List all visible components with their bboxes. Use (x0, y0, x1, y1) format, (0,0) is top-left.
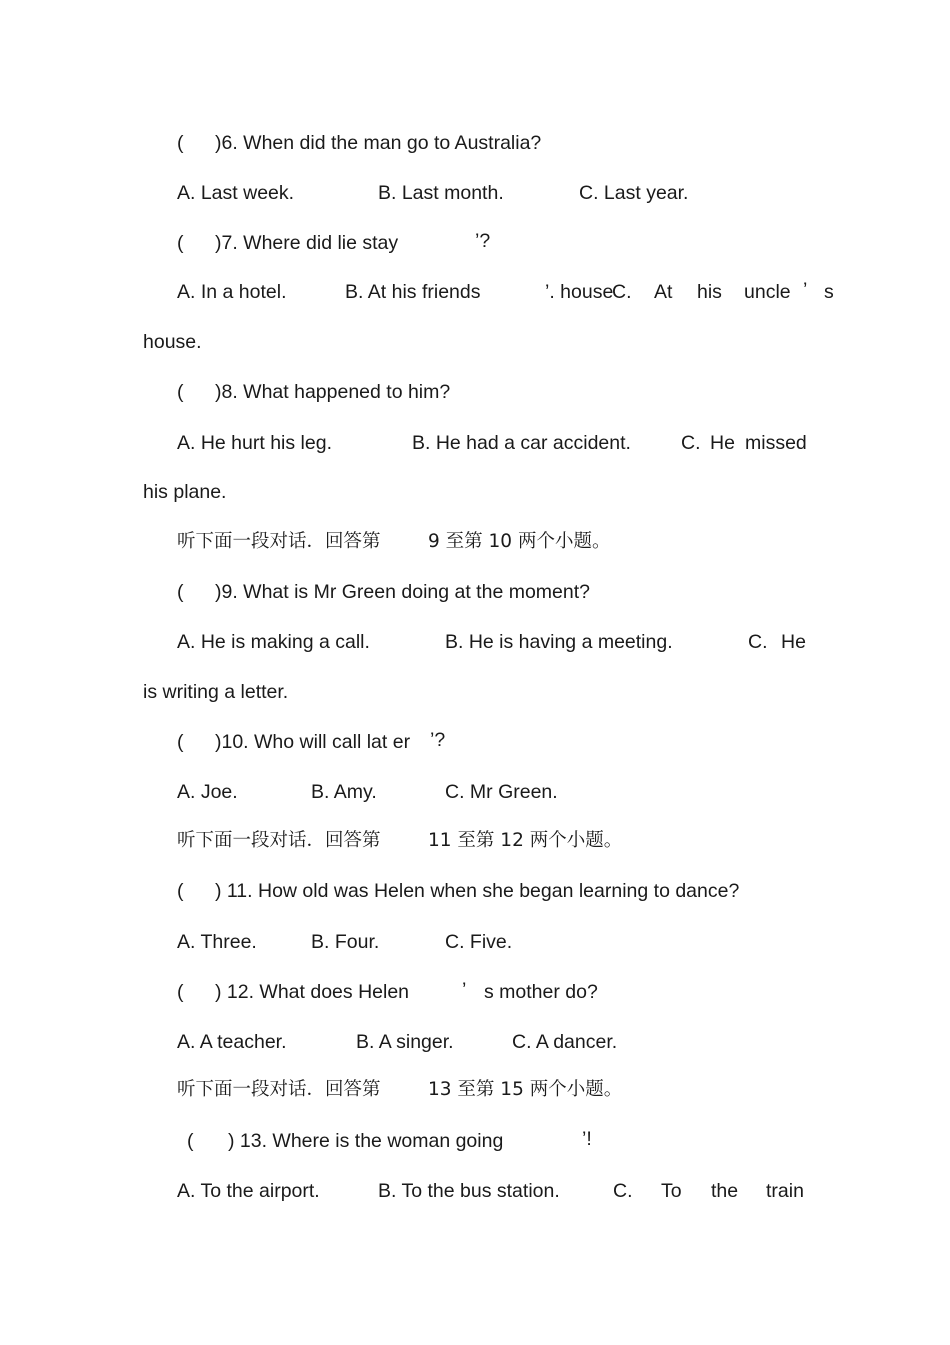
q6-question: )6. When did the man go to Australia? (215, 132, 542, 154)
q12-option-b: B. A singer. (356, 1031, 454, 1053)
q9-option-c-word1: He (781, 631, 806, 653)
q13-question: ) 13. Where is the woman going (228, 1130, 504, 1152)
q7-option-c-word4: s (824, 281, 834, 303)
q12-paren: ( (177, 981, 184, 1003)
q7-punct: ’? (475, 230, 491, 252)
q13-option-a: A. To the airport. (177, 1180, 320, 1202)
q7-option-a: A. In a hotel. (177, 281, 287, 303)
q7-option-b-tail: ’. house (545, 281, 614, 303)
q6-option-c: C. Last year. (579, 182, 689, 204)
q7-option-c-word3: uncle (744, 281, 791, 303)
q10-option-a: A. Joe. (177, 781, 238, 803)
q6-option-b: B. Last month. (378, 182, 504, 204)
q7-option-c-word2: his (697, 281, 722, 303)
q10-option-c: C. Mr Green. (445, 781, 558, 803)
q13-punct: ’! (582, 1128, 592, 1150)
q9-option-b: B. He is having a meeting. (445, 631, 673, 653)
section-instruction-11-12: 听下面一段对话．回答第 (177, 830, 381, 851)
q9-paren: ( (177, 581, 184, 603)
q12-question: ) 12. What does Helen (215, 981, 410, 1003)
q10-paren: ( (177, 731, 184, 753)
q13-option-c-word3: train (766, 1180, 804, 1202)
q9-option-c-label: C. (748, 631, 768, 653)
q7-option-c-word1: At (654, 281, 673, 303)
q13-option-c-word2: the (711, 1180, 739, 1202)
q8-question: )8. What happened to him? (215, 381, 451, 403)
q6-option-a: A. Last week. (177, 182, 295, 204)
q13-option-c-label: C. (613, 1180, 633, 1202)
q9-option-c-continued: is writing a letter. (143, 681, 289, 703)
q10-punct: ’? (430, 729, 446, 751)
q8-option-c-label: C. (681, 432, 701, 454)
q7-option-c-label: C. (612, 281, 632, 303)
q7-option-c-apostrophe: ’ (803, 279, 808, 301)
q7-option-c-continued: house. (143, 331, 202, 353)
q7-option-b: B. At his friends (345, 281, 481, 303)
q6-paren: ( (177, 132, 184, 154)
q7-question: )7. Where did lie stay (215, 232, 399, 254)
q11-question: ) 11. How old was Helen when she began learning to dance? (215, 880, 740, 902)
q8-paren: ( (177, 381, 184, 403)
q9-question: )9. What is Mr Green doing at the moment? (215, 581, 590, 603)
section-instruction-9-10: 听下面一段对话．回答第 (177, 531, 381, 552)
q12-option-a: A. A teacher. (177, 1031, 287, 1053)
q12-option-c: C. A dancer. (512, 1031, 618, 1053)
q11-option-c: C. Five. (445, 931, 513, 953)
q12-question-tail: s mother do? (484, 981, 598, 1003)
q9-option-a: A. He is making a call. (177, 631, 370, 653)
q8-option-c-word2: missed (745, 432, 807, 454)
q10-question: )10. Who will call lat er (215, 731, 411, 753)
q11-option-b: B. Four. (311, 931, 380, 953)
q11-option-a: A. Three. (177, 931, 257, 953)
q13-paren: ( (187, 1130, 194, 1152)
section-instruction-9-10-range: 9 至第 10 两个小题。 (428, 531, 611, 552)
q8-option-c-word1: He (710, 432, 735, 454)
q7-paren: ( (177, 232, 184, 254)
q12-apostrophe: ’ (462, 979, 467, 1001)
q8-option-b: B. He had a car accident. (412, 432, 631, 454)
q13-option-b: B. To the bus station. (378, 1180, 560, 1202)
q8-option-c-continued: his plane. (143, 481, 227, 503)
q8-option-a: A. He hurt his leg. (177, 432, 332, 454)
q10-option-b: B. Amy. (311, 781, 377, 803)
q11-paren: ( (177, 880, 184, 902)
q13-option-c-word1: To (661, 1180, 682, 1202)
section-instruction-11-12-range: 11 至第 12 两个小题。 (428, 830, 623, 851)
section-instruction-13-15-range: 13 至第 15 两个小题。 (428, 1079, 623, 1100)
section-instruction-13-15: 听下面一段对话．回答第 (177, 1079, 381, 1100)
